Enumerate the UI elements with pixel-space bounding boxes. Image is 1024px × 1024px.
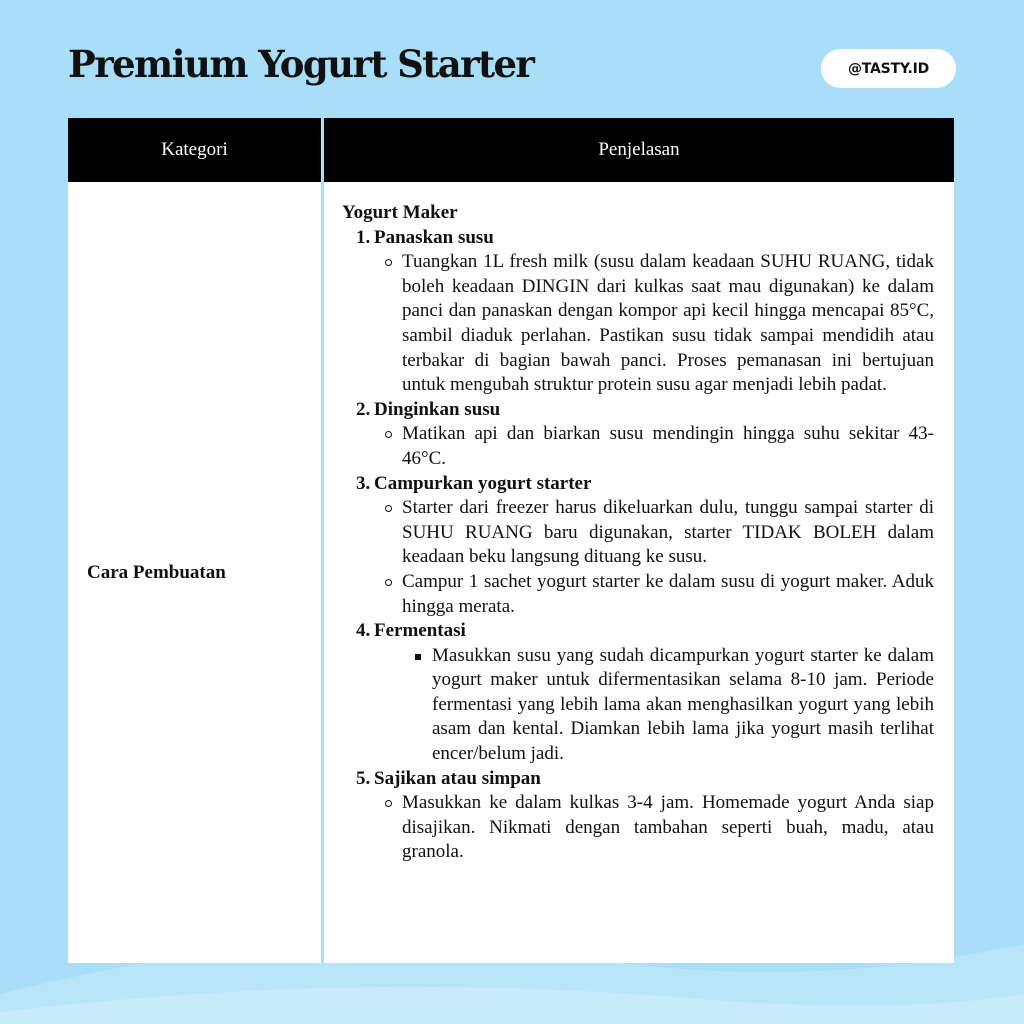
step-number: 5. bbox=[356, 767, 371, 789]
step-title: Campurkan yogurt starter bbox=[374, 472, 592, 494]
step-item bbox=[356, 472, 934, 620]
step-bullet-list bbox=[356, 250, 934, 398]
table-row bbox=[68, 182, 954, 963]
page-title: Premium Yogurt Starter bbox=[68, 42, 534, 86]
section-title: Yogurt Maker bbox=[342, 202, 458, 223]
step-title: Panaskan susu bbox=[374, 226, 494, 248]
step-bullet-text: Matikan api dan biarkan susu mendingin hingga suhu sekitar 43-46°C. bbox=[402, 423, 934, 469]
circle-bullet-icon bbox=[385, 505, 392, 512]
step-bullet-text: Masukkan ke dalam kulkas 3-4 jam. Homemade yogurt Anda siap disajikan. Nikmati dengan tambahan seperti buah, madu, atau granola. bbox=[402, 792, 934, 863]
steps-list bbox=[342, 226, 934, 865]
step-bullet-list bbox=[356, 791, 934, 865]
step-bullet-list bbox=[356, 422, 934, 471]
explanation-content bbox=[342, 201, 934, 865]
step-number: 1. bbox=[356, 226, 371, 248]
step-bullet bbox=[356, 791, 934, 865]
account-handle-badge: @TASTY.ID bbox=[821, 49, 956, 88]
step-heading bbox=[356, 398, 934, 423]
step-item bbox=[356, 398, 934, 472]
step-number: 3. bbox=[356, 472, 371, 494]
circle-bullet-icon bbox=[385, 259, 392, 266]
step-title: Sajikan atau simpan bbox=[374, 767, 541, 789]
step-bullet bbox=[356, 644, 934, 767]
table-header-row bbox=[68, 118, 954, 182]
step-bullet bbox=[356, 496, 934, 570]
step-bullet-list bbox=[356, 496, 934, 619]
step-number: 2. bbox=[356, 398, 371, 420]
instruction-table bbox=[68, 118, 954, 963]
square-bullet-icon bbox=[415, 654, 421, 660]
step-bullet-text: Tuangkan 1L fresh milk (susu dalam keadaan SUHU RUANG, tidak boleh keadaan DINGIN dari kulkas saat mau digunakan) ke dalam panci dan panaskan dengan kompor api kecil hingga mencapai 85°C, sambil diaduk perlahan. Pastikan susu tidak sampai mendidih atau terbakar di bagian bawah panci. Proses pemanasan ini bertujuan untuk mengubah struktur protein susu agar menjadi lebih padat. bbox=[402, 251, 934, 396]
step-bullet-text: Starter dari freezer harus dikeluarkan dulu, tunggu sampai starter di SUHU RUANG baru digunakan, starter TIDAK BOLEH dalam keadaan beku langsung dituang ke susu. bbox=[402, 497, 934, 568]
circle-bullet-icon bbox=[385, 800, 392, 807]
step-item bbox=[356, 619, 934, 767]
explanation-cell bbox=[324, 182, 954, 963]
step-heading bbox=[356, 472, 934, 497]
step-bullet bbox=[356, 250, 934, 398]
step-item bbox=[356, 767, 934, 865]
step-title: Fermentasi bbox=[374, 620, 466, 642]
circle-bullet-icon bbox=[385, 431, 392, 438]
category-cell: Cara Pembuatan bbox=[87, 561, 226, 583]
column-header-category: Kategori bbox=[161, 139, 228, 160]
step-bullet bbox=[356, 570, 934, 619]
step-bullet bbox=[356, 422, 934, 471]
step-bullet-list bbox=[356, 644, 934, 767]
step-bullet-text: Campur 1 sachet yogurt starter ke dalam susu di yogurt maker. Aduk hingga merata. bbox=[402, 570, 934, 617]
circle-bullet-icon bbox=[385, 579, 392, 586]
step-heading bbox=[356, 767, 934, 792]
step-heading bbox=[356, 619, 934, 644]
step-title: Dinginkan susu bbox=[374, 398, 501, 420]
step-item bbox=[356, 226, 934, 398]
step-heading bbox=[356, 226, 934, 251]
step-bullet-text: Masukkan susu yang sudah dicampurkan yogurt starter ke dalam yogurt maker untuk difermentasikan selama 8-10 jam. Periode fermentasi yang lebih lama akan menghasilkan yogurt yang lebih asam dan kental. Diamkan lebih lama jika yogurt masih terlihat encer/belum jadi. bbox=[432, 644, 934, 765]
column-header-explanation: Penjelasan bbox=[598, 139, 680, 160]
step-number: 4. bbox=[356, 620, 371, 642]
